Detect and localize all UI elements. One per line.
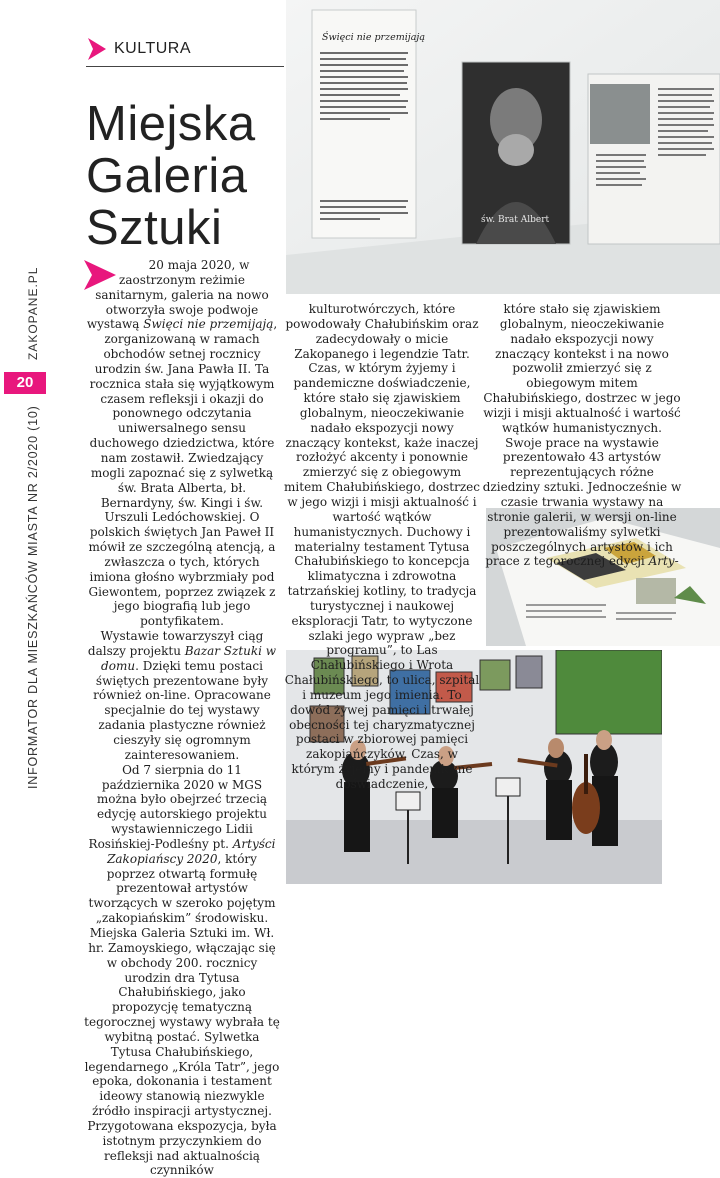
paragraph (84, 629, 280, 763)
article-column-3 (482, 302, 682, 569)
text-emphasis: Artyści Zakopiańscy 2020 (107, 836, 276, 866)
text-run: Wystawie towarzyszył ciąg dalszy projektu (87, 629, 264, 658)
plaque-title: Święci nie przemijają (322, 32, 425, 43)
publication-label: INFORMATOR DLA MIESZKAŃCÓW MIASTA NR 2/2020 (10) (26, 405, 40, 789)
chevron-right-icon (88, 38, 106, 60)
text-emphasis: Święci nie przemijają (143, 317, 274, 332)
text-run: , zorganizowaną w ramach obchodów setnej rocznicy urodzin św. Jana Pawła II. Ta rocznica stała się wyjątkowym czasem refleksji i okazji do ponownego odczytania uniwersalnego sensu duchowego dziedzictwa, które nam zostawił. Zwiedzający mogli zapoznać się z sylwetką św. Brata Alberta, bł. Bernardyny, św. Kingi i św. Urszuli Ledóchowskiej. O polskich świętych Jan Paweł II mówił ze szczególną atencją, a zwłaszcza o tych, których imiona głośno wybrzmiały pod Giewontem, poprzez związek z jego biografią lub jego pontyfikatem. (88, 317, 278, 629)
section-label: KULTURA (114, 40, 191, 57)
paragraph (84, 258, 280, 629)
gallery-illustration (286, 0, 720, 294)
text-run: Od 7 sierpnia do 11 października 2020 w MGS można było obejrzeć trzecią edycję autorskiego projektu wystawienniczego Lidii Rosińskiej-Podleśny pt. (88, 762, 268, 851)
text-emphasis: Bazar Sztuki w domu (101, 643, 277, 673)
article-column-2 (284, 302, 480, 792)
gallery-exhibition-photo (286, 0, 720, 294)
text-run: które stało się zjawiskiem globalnym, nieoczekiwanie nadało ekspozycji nowy znaczący kontekst i na nowo pozwolił zmierzyć się z obiegowym mitem Chałubińskiego, dostrzec w jego wizji i misji aktualność i wartość wątków humanistycznych. Swoje prace na wystawie prezentowało 43 artystów reprezentujących różne dziedziny sztuki. Jednocześnie w czasie trwania wystawy na stronie galerii, w wersji on-line prezentowaliśmy sylwetki poszczególnych artystów i ich prace z tegorocznej edycji (482, 302, 682, 569)
article-column-1 (84, 258, 280, 1178)
title-line: Miejska (86, 97, 256, 151)
page-sidebar (4, 266, 62, 920)
text-run: kulturotwórczych, które powodowały Chałubińskim oraz zadecydowały o micie Zakopanego i legendzie Tatr. Czas, w którym żyjemy i pandemiczne doświadczenie, które stało się zjawiskiem globalnym, nieoczekiwanie nadało ekspozycji nowy znaczący kontekst, każe inaczej rozłożyć akcenty i ponownie zmierzyć się z obiegowym mitem Chałubińskiego, dostrzec w jego wizji i misji aktualność i wartość wątków humanistycznych. Duchowy i materialny testament Tytusa Chałubińskiego to koncepcja klimatyczna i zdrowotna tatrzańskiej kotliny, to tradycja turystycznej i naukowej eksploracji Tatr, to wytyczone szlaki jego wypraw „bez programu”, to Las Chałubińskiego i Wrota Chałubińskiego, to ulica, szpital i muzeum jego imienia. To dowód żywej pamięci i trwałej obecności tej charyzmatycznej postaci w zbiorowej pamięci zakopiańczyków. Czas, w którym żyjemy i pandemiczne doświadczenie, (284, 302, 480, 791)
page-number: 20 (4, 372, 46, 394)
portrait-caption: św. Brat Albert (481, 215, 550, 225)
paragraph (284, 302, 480, 792)
article-title (86, 98, 286, 254)
text-emphasis: Arty- (648, 554, 679, 569)
title-line: Galeria (86, 149, 248, 203)
paragraph (84, 763, 280, 1178)
title-line: Sztuki (86, 201, 223, 255)
text-run: . Dzięki temu postaci świętych prezentowane były również on-line. Opracowane specjalnie do tej wystawy zadania plastyczne również cieszyły się ogromnym zainteresowaniem. (93, 658, 271, 762)
text-run: 20 maja 2020, w zaostrzonym reżimie sanitarnym, galeria na nowo otworzyła swoje podwoje wystawą (86, 258, 269, 332)
section-divider (86, 66, 284, 67)
text-run: , który poprzez otwartą formułę prezentował artystów tworzących w szeroko pojętym „zakopiańskim” środowisku. Miejska Galeria Sztuki im. Wł. hr. Zamoyskiego, włączając się w obchody 200. rocznicy urodzin dra Tytusa Chałubińskiego, jako propozycję tematyczną tegorocznej wystawy wybrała tę wybitną postać. Sylwetka Tytusa Chałubińskiego, legendarnego „Króla Tatr”, jego epoka, dokonania i testament ideowy stanowią niezwykle źródło inspiracji artystycznej. Przygotowana ekspozycja, była istotnym przyczynkiem do refleksji nad aktualnością czynników (84, 851, 280, 1178)
paragraph (482, 302, 682, 569)
website-label: ZAKOPANE.PL (26, 266, 40, 360)
